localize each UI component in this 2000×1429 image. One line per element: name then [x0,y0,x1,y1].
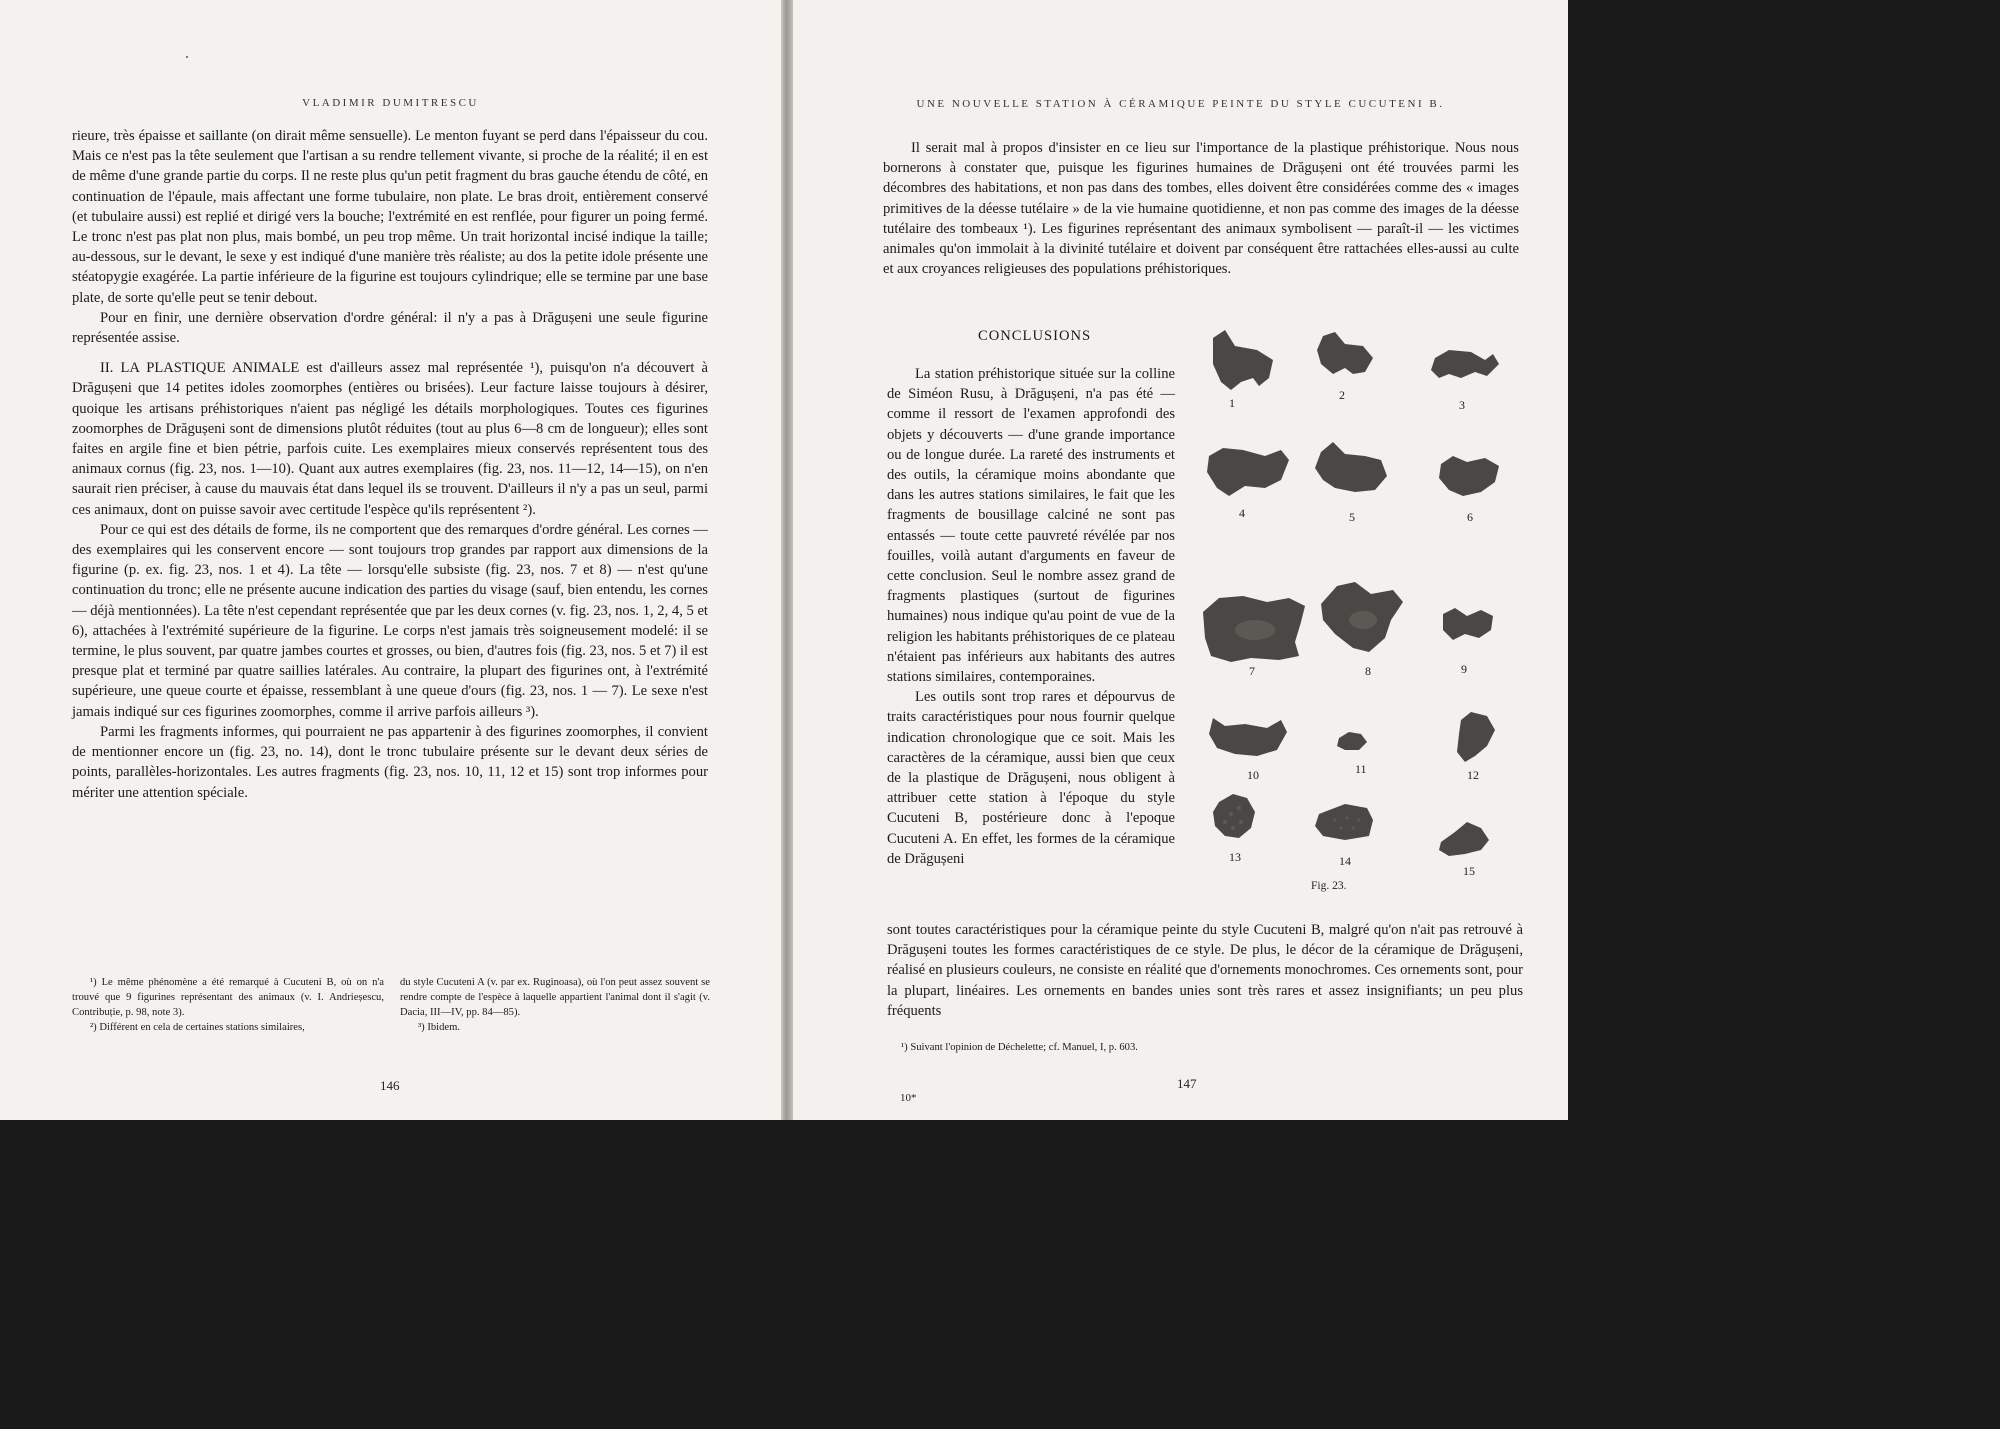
figurine-2 [1317,332,1373,374]
figurine-14 [1315,804,1373,840]
paragraph: La station préhistorique située sur la colline de Siméon Rusu, à Drăgușeni, n'a pas été — comme il ressort de l'examen approfondi des objets y découverts — d'une grande importance ou de longue durée. La rareté des instruments et des outils, la céramique moins abondante que dans les autres stations similaires, le fait que les fragments de bousillage calciné ne sont pas entassés — toute cette pauvreté révélée par nos fouilles, voilà autant d'arguments en faveur de cette conclusion. Seul le nombre assez grand de fragments plastiques (surtout de figurines humaines) nous indique qu'au point de vue de la religion les habitants préhistoriques de ce plateau n'étaient pas inférieurs aux habitants des autres stations similaires, contemporaines. [887,366,1175,686]
figurine-6 [1439,456,1499,496]
page-number-right: 147 [1177,1076,1197,1091]
paragraph: sont toutes caractéristiques pour la céramique peinte du style Cucuteni B, malgré qu'on n'ait pas retrouvé à Drăgușeni toutes les formes caractéristiques de ce style. De plus, le décor de la céramique de Drăgușeni, réalisé en plusieurs couleurs, ne consiste en réalité que d'ornements monochromes. Ces ornements sont, pour la plupart, linéaires. Les ornements en bandes unies sont très rares et assez insignifiants; un peu plus fréquents [887,922,1523,1019]
page-number-left: 146 [380,1078,400,1093]
figure-label-4: 4 [1239,506,1245,520]
footnotes-left-col1 [72,975,384,1035]
right-intro-text [883,138,1519,279]
paragraph: II. LA PLASTIQUE ANIMALE est d'ailleurs assez mal représentée ¹), puisqu'on n'a découvert à Drăgușeni que 14 petites idoles zoomorphes (entières ou brisées). Leur facture laisse toujours à désirer, quoique les artisans préhistoriques n'aient pas négligé les détails morphologiques. Toutes ces figurines zoomorphes de Drăgușeni sont de dimensions plutôt réduites (tout au plus 6—8 cm de longueur); elles sont faites en argile fine et bien pétrie, parfois cuite. Les exemplaires mieux conservés représentent tous des animaux cornus (fig. 23, nos. 1—10). Quant aux autres exemplaires (fig. 23, nos. 11—12, 14—15), on n'en saurait rien préciser, à cause du mauvais état dans lequel ils se trouvent. D'ailleurs il n'y a pas un seul, parmi ces animaux, dont on puisse savoir avec certitude l'espèce qu'ils représentent ²). [72,360,708,518]
right-full-width-text [887,920,1523,1021]
footnote: ³) Ibidem. [418,1022,461,1033]
footnote: ¹) Le même phénomène a été remarqué à Cucuteni B, où on n'a trouvé que 9 figurines représentant des animaux (v. I. Andrieșescu, Contribuție, p. 98, note 3). [72,977,384,1018]
left-body-text [72,126,708,803]
figurine-5 [1315,442,1387,492]
book-gutter [781,0,793,1120]
figurine-13 [1213,794,1255,838]
figure-label-2: 2 [1339,388,1345,402]
figure-label-5: 5 [1349,510,1355,524]
right-page [793,0,1568,1120]
figurines-plate [1195,320,1555,900]
left-page [0,0,781,1120]
paragraph: Pour en finir, une dernière observation d'ordre général: il n'y a pas à Drăgușeni une seule figurine représentée assise. [72,309,708,347]
section-heading: CONCLUSIONS [978,328,1092,344]
running-head-right: UNE NOUVELLE STATION À CÉRAMIQUE PEINTE DU STYLE CUCUTENI B. [916,98,1445,110]
paragraph: rieure, très épaisse et saillante (on dirait même sensuelle). Le menton fuyant se perd dans l'épaisseur du cou. Mais ce n'est pas la tête seulement que l'artisan a su rendre tellement vivante, si proche de la réalité; il en est de même d'une grande partie du corps. Il ne reste plus qu'un petit fragment du bras gauche étendu de côté, en continuation de l'épaule, mais affectant une forme tubulaire, non plate. Le bras droit, entièrement conservé (et tubulaire aussi) est replié et dirigé vers la bouche; l'extrémité en est renflée, pour figurer un poing fermé. Le tronc n'est pas plat non plus, mais bombé, un peu trop même. Un trait horizontal incisé indique la taille; au-dessous, sur le devant, le sexe y est indiqué d'une manière très réaliste; au dos la petite idole présente une stéatopygie exagérée. La partie inférieure de la figurine est toujours cylindrique; elle se termine par une base plate, de sorte qu'elle peut se tenir debout. [72,128,708,306]
right-column-text [887,364,1175,869]
figure-label-13: 13 [1229,850,1241,864]
footnote-right [883,1040,1523,1055]
figure-label-7: 7 [1249,664,1255,678]
running-head-left: VLADIMIR DUMITRESCU [302,97,479,109]
footnote: ²) Différent en cela de certaines stations similaires, [90,1022,305,1033]
footnotes-left-col2 [400,975,710,1035]
figurine-9 [1443,608,1493,640]
figurine-1 [1213,330,1273,390]
paragraph: Parmi les fragments informes, qui pourraient ne pas appartenir à des figurines zoomorphes, il convient de mentionner encore un (fig. 23, no. 14), dont le tronc tubulaire présente sur le devant deux séries de points, parallèles-horizontales. Les autres fragments (fig. 23, nos. 10, 11, 12 et 15) sont trop informes pour mériter une attention spéciale. [72,723,708,801]
paragraph: Il serait mal à propos d'insister en ce lieu sur l'importance de la plastique préhistorique. Nous nous bornerons à constater que, puisque les figurines humaines de Drăgușeni ont été trouvées parmi les décombres des habitations, et non pas dans des tombes, elles doivent être considérées comme des « images primitives de la déesse tutélaire » de la vie humaine quotidienne, et non pas comme des images de la déesse tutélaire des tombeaux ¹). Les figurines représentant des animaux symbolisent — paraît-il — les victimes animales qu'on immolait à la divinité tutélaire et doivent par conséquent être rattachées elles-aussi au culte et aux croyances religieuses des populations préhistoriques. [883,140,1519,278]
footnote: ¹) Suivant l'opinion de Déchelette; cf. Manuel, I, p. 603. [901,1042,1138,1053]
signature-mark: 10* [900,1092,917,1104]
figurine-11 [1337,732,1367,750]
figure-label-1: 1 [1229,396,1235,410]
figure-label-12: 12 [1467,768,1479,782]
figurine-4 [1207,448,1289,496]
figure-label-3: 3 [1459,398,1465,412]
figurine-3 [1431,350,1499,378]
figurine-10 [1209,718,1287,756]
speck [186,56,188,58]
footnote: du style Cucuteni A (v. par ex. Ruginoasa), où l'on peut assez souvent se rendre compte de l'espèce à laquelle appartient l'animal dont il s'agit (v. Dacia, III—IV, pp. 84—85). [400,977,710,1018]
figure-label-11: 11 [1355,762,1367,776]
figure-label-15: 15 [1463,864,1475,878]
paragraph: Les outils sont trop rares et dépourvus de traits caractéristiques pour nous fournir quelque indication chronologique que ce soit. Mais les caractères de la céramique, aussi bien que ceux de la plastique de Drăgușeni, nous obligent à attribuer cette station à l'époque du style Cucuteni B, postérieure donc à l'epoque Cucuteni A. En effet, les formes de la céramique de Drăgușeni [887,689,1175,867]
figure-caption: Fig. 23. [1311,880,1347,892]
figurine-12 [1457,712,1495,762]
figure-23 [1195,320,1555,900]
paragraph: Pour ce qui est des détails de forme, ils ne comportent que des remarques d'ordre général. Les cornes — des exemplaires qui les conservent encore — sont toujours trop grandes par rapport aux dimensions de la figurine (p. ex. fig. 23, nos. 1 et 4). La tête — lorsqu'elle subsiste (fig. 23, nos. 7 et 8) — n'est qu'une continuation du tronc; elle ne présente aucune indication des parties du visage (sauf, bien entendu, les cornes — déjà mentionnées). La tête n'est cependant représentée que par les deux cornes (v. fig. 23, nos. 1, 2, 4, 5 et 6), attachées à l'extrémité supérieure de la figurine. Le corps n'est jamais très soigneusement modelé: il se termine, le plus souvent, par quatre jambes courtes et grosses, ou bien, d'autres fois (fig. 23, nos. 5 et 7) il est presque plat et terminé par quatre saillies latérales. Au contraire, la plupart des figurines ont, à l'extrémité supérieure, une queue courte et épaisse, ressemblant à une queue d'ours (fig. 23, nos. 1 — 7). Le sexe n'est jamais indiqué sur ces figurines zoomorphes, comme il arrive parfois ailleurs ³). [72,521,708,720]
figure-label-8: 8 [1365,664,1371,678]
figure-label-10: 10 [1247,768,1259,782]
figurine-15 [1439,822,1489,856]
figure-label-9: 9 [1461,662,1467,676]
figure-label-6: 6 [1467,510,1473,524]
figure-label-14: 14 [1339,854,1351,868]
